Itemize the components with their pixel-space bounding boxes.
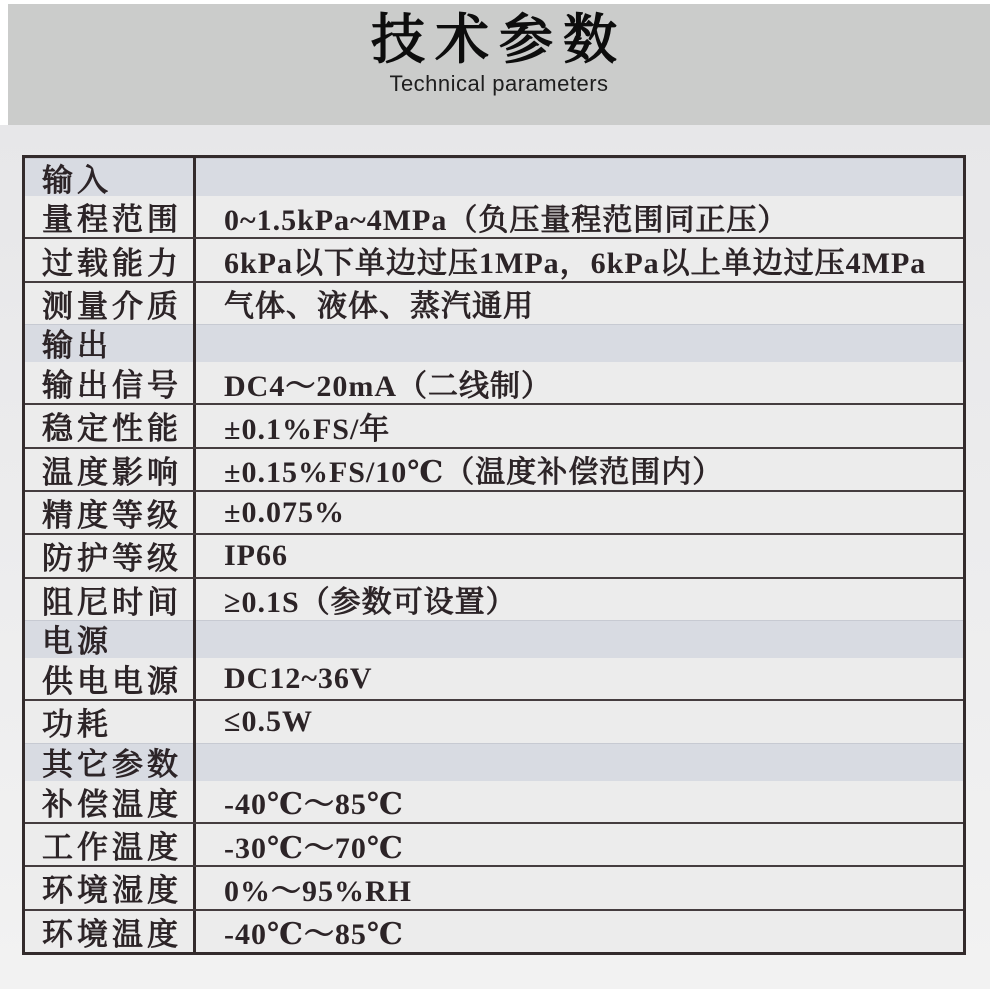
section-row	[25, 743, 963, 781]
param-row	[25, 658, 963, 701]
param-label: 输出信号	[25, 362, 196, 403]
page-subtitle: Technical parameters	[389, 71, 609, 96]
header-band	[8, 4, 990, 125]
param-row	[25, 239, 963, 282]
param-row	[25, 911, 963, 952]
param-row	[25, 701, 963, 742]
param-label: 功耗	[25, 701, 196, 742]
param-value	[196, 324, 963, 362]
param-label: 输入	[25, 158, 196, 196]
param-label: 输出	[25, 324, 196, 362]
param-row	[25, 362, 963, 405]
param-label: 环境温度	[25, 911, 196, 952]
param-label: 测量介质	[25, 283, 196, 324]
section-row	[25, 620, 963, 658]
param-label: 其它参数	[25, 743, 196, 781]
param-value	[196, 158, 963, 196]
param-value: ±0.15%FS/10℃（温度补偿范围内）	[224, 456, 724, 490]
param-value: DC4～20mA（二线制）	[224, 369, 552, 403]
param-label: 环境湿度	[25, 867, 196, 908]
param-row	[25, 579, 963, 620]
param-label: 防护等级	[25, 535, 196, 576]
param-value: ≤0.5W	[224, 704, 313, 738]
param-value: ±0.075%	[224, 495, 345, 529]
param-value: 6kPa以下单边过压1MPa，6kPa以上单边过压4MPa	[224, 247, 927, 280]
param-label: 温度影响	[25, 449, 196, 490]
param-row	[25, 824, 963, 867]
param-value: -30℃～70℃	[224, 831, 404, 865]
param-label: 阻尼时间	[25, 579, 196, 620]
param-value: DC12~36V	[224, 661, 373, 695]
param-value: ≥0.1S（参数可设置）	[224, 586, 517, 620]
param-value	[196, 620, 963, 658]
param-row	[25, 405, 963, 448]
param-value: -40℃～85℃	[224, 918, 404, 952]
section-row	[25, 324, 963, 362]
parameters-table	[22, 155, 966, 955]
param-row	[25, 196, 963, 239]
param-row	[25, 492, 963, 535]
page-title: 技术参数	[371, 10, 627, 70]
param-value: ±0.1%FS/年	[224, 412, 391, 446]
param-row	[25, 535, 963, 578]
param-value: IP66	[224, 538, 288, 572]
param-label: 稳定性能	[25, 405, 196, 446]
param-value: 0%～95%RH	[224, 874, 412, 908]
section-row	[25, 158, 963, 196]
param-label: 补偿温度	[25, 781, 196, 822]
param-label: 电源	[25, 620, 196, 658]
param-label: 供电电源	[25, 658, 196, 699]
param-row	[25, 283, 963, 324]
param-row	[25, 867, 963, 910]
param-value	[196, 743, 963, 781]
param-label: 精度等级	[25, 492, 196, 533]
param-row	[25, 449, 963, 492]
param-value: 气体、液体、蒸汽通用	[224, 290, 534, 324]
param-value: 0~1.5kPa~4MPa（负压量程范围同正压）	[224, 203, 789, 237]
param-value: -40℃～85℃	[224, 788, 404, 822]
param-row	[25, 781, 963, 824]
param-label: 量程范围	[25, 196, 196, 237]
param-label: 过载能力	[25, 239, 196, 280]
param-label: 工作温度	[25, 824, 196, 865]
